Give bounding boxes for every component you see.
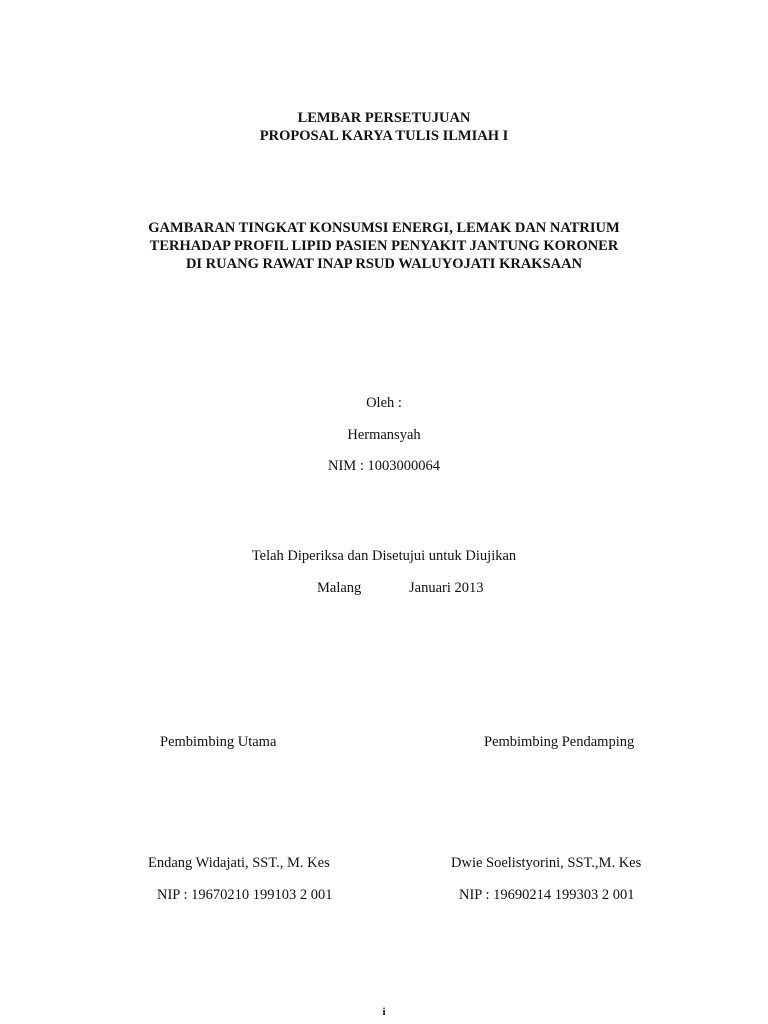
companion-supervisor-nip: NIP : 19690214 199303 2 001 [459, 887, 635, 903]
author-name: Hermansyah [347, 427, 421, 443]
title-line-3: DI RUANG RAWAT INAP RSUD WALUYOJATI KRAKSAAN [185, 256, 583, 272]
proposal-heading: PROPOSAL KARYA TULIS ILMIAH I [259, 128, 509, 144]
companion-supervisor-role: Pembimbing Pendamping [484, 734, 635, 750]
approval-sheet-heading: LEMBAR PERSETUJUAN [297, 110, 471, 126]
main-supervisor-nip: NIP : 19670210 199103 2 001 [157, 887, 333, 903]
companion-supervisor-name: Dwie Soelistyorini, SST.,M. Kes [451, 855, 642, 871]
approval-date: Januari 2013 [409, 580, 484, 596]
main-supervisor-role: Pembimbing Utama [160, 734, 277, 750]
main-supervisor-name: Endang Widajati, SST., M. Kes [148, 855, 330, 871]
approval-statement: Telah Diperiksa dan Disetujui untuk Diujikan [251, 548, 517, 564]
title-line-1: GAMBARAN TINGKAT KONSUMSI ENERGI, LEMAK DAN NATRIUM [148, 220, 620, 236]
page-number: i [382, 1006, 386, 1018]
by-label: Oleh : [366, 395, 402, 411]
author-nim: NIM : 1003000064 [328, 458, 440, 474]
approval-place: Malang [317, 580, 362, 596]
title-line-2: TERHADAP PROFIL LIPID PASIEN PENYAKIT JANTUNG KORONER [149, 238, 619, 254]
